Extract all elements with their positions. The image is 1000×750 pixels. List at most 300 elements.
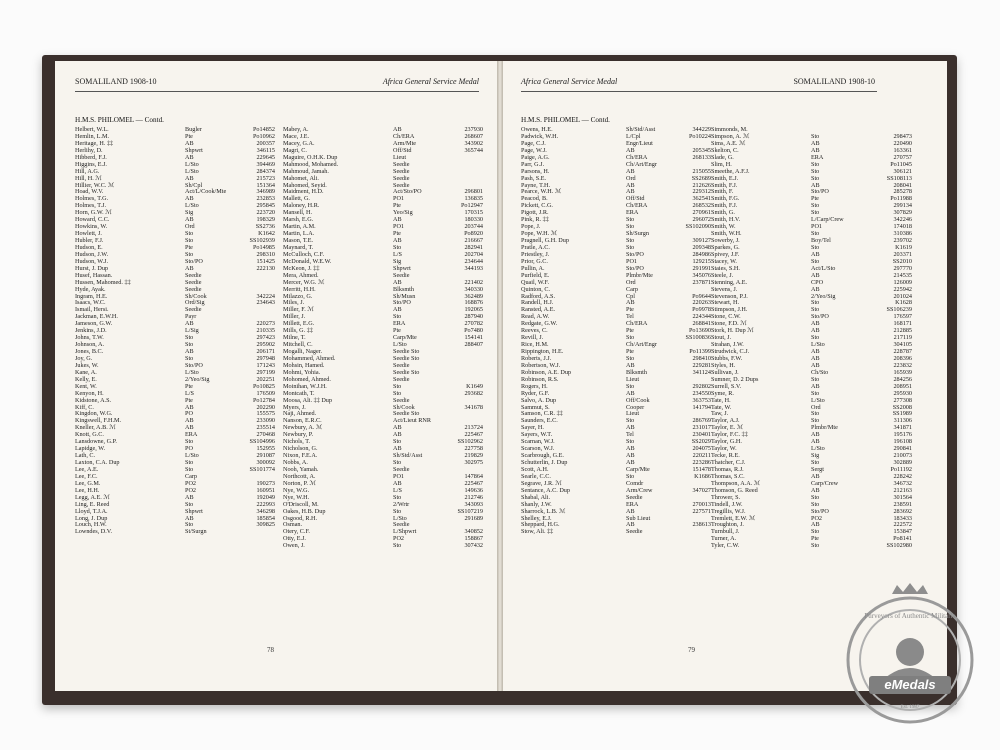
- entry-rank: L/Sto: [185, 160, 199, 168]
- entry-number: 223720: [256, 209, 275, 217]
- entry-name: Kneller, A.B. ℳ: [75, 424, 116, 432]
- entry-rank: AB: [393, 237, 402, 244]
- entry-number: 170315: [464, 209, 483, 217]
- entry-name: Page, C.J.: [521, 139, 546, 147]
- est-text: Est. 1987: [900, 705, 920, 710]
- entry-number: SS106239: [886, 306, 912, 314]
- entry-name: Syme, R.: [711, 389, 734, 397]
- roll-entry: [521, 189, 711, 196]
- entry-rank: Seedie: [626, 528, 643, 536]
- entry-name: Tate, W.: [711, 403, 732, 411]
- entry-name: Smith, F.J.: [711, 202, 738, 210]
- entry-number: Po8141: [893, 535, 912, 543]
- entry-rank: Act/Lieut RNR: [393, 417, 431, 425]
- roll-entry: [521, 259, 711, 266]
- entry-rank: Sto: [185, 438, 194, 446]
- entry-name: Northcott, A.: [283, 472, 316, 480]
- entry-name: Stork, H. Dup ℳ: [711, 327, 754, 335]
- entry-name: Ransted, A.E.: [521, 306, 556, 314]
- roll-entry: [283, 529, 483, 536]
- entry-rank: Ord: [626, 278, 636, 286]
- entry-rank: AB: [185, 514, 194, 522]
- entry-number: Po8920: [464, 230, 483, 238]
- roll-entry: [283, 231, 483, 238]
- entry-rank: AB: [626, 181, 635, 189]
- entry-rank: PO2: [185, 486, 197, 494]
- roll-entry: [283, 432, 483, 439]
- entry-number: 268841: [692, 320, 711, 328]
- entry-number: 165939: [893, 368, 912, 376]
- left-header-subtitle: Africa General Service Medal: [382, 77, 479, 86]
- entry-name: Nye, W.H.: [283, 493, 310, 501]
- entry-rank: AB: [626, 452, 635, 460]
- entry-name: Higgins, E.J.: [75, 160, 107, 168]
- entry-name: Horn, G.W. ℳ: [75, 209, 112, 217]
- entry-rank: Sto: [393, 243, 402, 251]
- roll-entry: [283, 321, 483, 328]
- roll-entry: [75, 328, 275, 335]
- brand-text: eMedals: [884, 677, 936, 692]
- entry-name: Maloney, H.R.: [283, 202, 320, 210]
- entry-name: Roberts, J.J.: [521, 354, 552, 362]
- entry-rank: PO2: [393, 535, 405, 543]
- entry-number: 295845: [256, 202, 275, 210]
- entry-rank: Sig: [393, 257, 402, 265]
- entry-rank: AB: [185, 153, 194, 161]
- entry-number: 158867: [464, 535, 483, 543]
- entry-rank: ERA: [626, 500, 639, 508]
- entry-rank: Pte: [811, 195, 819, 203]
- entry-name: Spivey, J.F.: [711, 250, 740, 258]
- entry-name: Tecke, R.E.: [711, 452, 740, 460]
- entry-rank: Sto: [185, 230, 194, 238]
- entry-name: Joy, G.: [75, 354, 93, 362]
- entry-rank: L/Sto: [185, 452, 199, 460]
- roll-entry: [283, 481, 483, 488]
- entry-number: 229645: [256, 153, 275, 161]
- entry-rank: Sto: [811, 528, 820, 536]
- entry-name: Searle, C.C.: [521, 472, 551, 480]
- entry-rank: L/Shpwrt: [393, 528, 417, 536]
- entry-number: 227571: [692, 507, 711, 515]
- entry-rank: Seedie: [185, 285, 202, 293]
- entry-name: Montcath, T.: [283, 389, 315, 397]
- entry-name: Mogalli, Nager.: [283, 348, 323, 355]
- entry-number: 343093: [464, 500, 483, 508]
- entry-name: Taylor, G.H.: [711, 438, 742, 446]
- entry-rank: Pte: [185, 396, 193, 404]
- right-column-1: [521, 127, 711, 536]
- entry-rank: AB: [811, 438, 820, 446]
- entry-number: 277308: [893, 396, 912, 404]
- roll-entry: [521, 266, 711, 273]
- entry-rank: Sh/Std/Asst: [393, 452, 423, 460]
- entry-number: 209348: [692, 243, 711, 251]
- roll-entry: [283, 522, 483, 529]
- entry-number: 220490: [893, 139, 912, 147]
- roll-entry: [75, 183, 275, 190]
- entry-number: 222572: [893, 521, 912, 529]
- entry-number: SS2689: [691, 174, 711, 182]
- entry-rank: Sto: [393, 438, 402, 446]
- entry-name: Holmes, T.G.: [75, 195, 109, 203]
- entry-name: McCulloch, C.F.: [283, 250, 325, 258]
- entry-name: Mitchell, C.: [283, 341, 313, 349]
- entry-name: Owen, J.: [283, 542, 305, 550]
- entry-name: Slim, H.: [711, 160, 732, 168]
- entry-number: 302889: [893, 459, 912, 466]
- entry-number: 297423: [256, 334, 275, 342]
- entry-number: 212626: [692, 181, 711, 189]
- entry-number: 160951: [256, 486, 275, 494]
- entry-rank: Sto: [393, 313, 402, 321]
- roll-entry: [75, 169, 275, 176]
- entry-rank: 2/Yeo/Sig: [811, 292, 836, 300]
- entry-name: Thomas, R.J.: [711, 465, 744, 473]
- entry-name: Stout, J.: [711, 334, 732, 342]
- entry-name: Stevens, J.: [711, 285, 738, 293]
- entry-rank: Seedie: [393, 361, 410, 369]
- entry-rank: L/Cpl: [626, 132, 641, 140]
- roll-entry: [283, 189, 483, 196]
- entry-name: Nye, W.G.: [283, 486, 310, 494]
- entry-number: 347027: [692, 486, 711, 494]
- entry-rank: AB: [811, 285, 820, 293]
- entry-number: 291991: [692, 264, 711, 272]
- entry-rank: AB: [393, 216, 402, 224]
- entry-rank: Boy/Tel: [811, 237, 831, 244]
- entry-rank: Yeo/Sig: [393, 209, 413, 217]
- entry-number: 222993: [256, 500, 275, 508]
- entry-rank: Engr/Lieut: [626, 139, 653, 147]
- entry-name: Mohammed, Ahmed.: [283, 354, 336, 362]
- entry-rank: Sto: [185, 500, 194, 508]
- entry-name: Milazzo, G.: [283, 292, 313, 300]
- entry-number: SS100836: [685, 334, 711, 342]
- entry-rank: Payr: [185, 313, 197, 321]
- entry-rank: AB: [185, 320, 194, 328]
- entry-rank: Sh/Cook: [185, 292, 207, 300]
- entry-name: Marsh, E.G.: [283, 216, 314, 224]
- entry-rank: AB: [185, 417, 194, 425]
- entry-rank: L/S: [393, 250, 402, 258]
- entry-name: Shelley, E.J.: [521, 514, 552, 522]
- entry-rank: Carp: [185, 472, 198, 480]
- entry-number: Po10962: [252, 132, 275, 140]
- entry-number: Po11988: [890, 195, 912, 203]
- entry-name: Osgood, R.H.: [283, 514, 318, 522]
- roll-entry: [75, 363, 275, 370]
- entry-number: 298410: [692, 354, 711, 362]
- entry-number: 292802: [692, 382, 711, 390]
- entry-number: SS104996: [249, 438, 275, 446]
- entry-rank: Pte: [811, 535, 819, 543]
- entry-name: Simmonds, M.: [711, 126, 748, 133]
- entry-name: Mohsin, Hamed.: [283, 361, 325, 369]
- entry-number: 270013: [692, 500, 711, 508]
- entry-rank: Ord: [185, 223, 195, 231]
- entry-name: Padwick, W.H.: [521, 132, 559, 140]
- entry-number: 344193: [464, 264, 483, 272]
- entry-rank: Arm/Crew: [626, 486, 653, 494]
- entry-number: 270757: [893, 153, 912, 161]
- left-page-number: 78: [267, 646, 274, 654]
- roll-entry: [75, 370, 275, 377]
- entry-name: Smith, F.: [711, 188, 734, 196]
- entry-rank: Ch/Art/Engr: [626, 160, 657, 168]
- entry-number: 227758: [464, 445, 483, 453]
- entry-name: Taylor, W.: [711, 445, 737, 453]
- entry-rank: PO1: [626, 257, 638, 265]
- entry-name: Ling, E. Reed: [75, 500, 110, 508]
- entry-name: Ismail, Hersi.: [75, 306, 109, 314]
- entry-rank: PO1: [393, 223, 405, 231]
- entry-rank: 2/Yeo/Sig: [185, 375, 210, 383]
- entry-name: Staies, S.H.: [711, 264, 740, 272]
- roll-entry: [75, 481, 275, 488]
- entry-number: 363753: [692, 396, 711, 404]
- entry-name: Mason, T.E.: [283, 237, 314, 244]
- entry-rank: AB: [393, 278, 402, 286]
- roll-entry: [283, 294, 483, 301]
- entry-name: McKeon, J. ‡‡: [283, 264, 320, 272]
- entry-name: Legg, A.E. ℳ: [75, 493, 110, 501]
- entry-rank: AB: [185, 195, 194, 203]
- entry-number: 238591: [893, 500, 912, 508]
- entry-rank: AB: [626, 361, 635, 369]
- entry-name: Newbury, A. ℳ: [283, 424, 323, 432]
- entry-rank: Sto: [811, 334, 820, 342]
- roll-entry: [521, 210, 711, 217]
- entry-name: Hurst, J. Dup: [75, 264, 109, 272]
- entry-rank: L/Sto: [393, 341, 407, 349]
- entry-name: Smith, F.G.: [711, 195, 740, 203]
- entry-name: Sentance, A.C. Dup: [521, 486, 570, 494]
- entry-name: Mahmoud, Jamah.: [283, 167, 329, 175]
- entry-name: Radford, A.S.: [521, 292, 556, 300]
- left-column-1: [75, 127, 275, 536]
- entry-number: 341678: [464, 403, 483, 411]
- entry-rank: AB: [626, 445, 635, 453]
- entry-rank: L/Sto: [393, 514, 407, 522]
- entry-rank: Ch/ERA: [626, 320, 648, 328]
- entry-number: Po11399: [689, 348, 711, 355]
- entry-name: Samson, C.R. ‡‡: [521, 410, 563, 418]
- entry-rank: L/S: [393, 486, 402, 494]
- entry-rank: Ord: [626, 174, 636, 182]
- left-column-2: [283, 127, 483, 550]
- entry-name: Lath, C.: [75, 452, 96, 460]
- entry-name: Kingswell, F.H.M.: [75, 417, 122, 425]
- entry-name: Read, A.W.: [521, 313, 550, 321]
- entry-name: Millett, E.G.: [283, 320, 315, 328]
- entry-rank: Sig: [185, 209, 194, 217]
- entry-name: Thrower, S.: [711, 493, 741, 501]
- entry-rank: Bugler: [185, 126, 202, 133]
- entry-rank: Sto: [626, 216, 635, 224]
- entry-number: 151425: [256, 257, 275, 265]
- entry-name: Sowerby, J.: [711, 237, 740, 244]
- left-page: [55, 61, 497, 691]
- roll-entry: [521, 162, 711, 169]
- entry-number: 302975: [464, 459, 483, 466]
- entry-rank: Sto: [626, 223, 635, 231]
- entry-number: 152955: [256, 445, 275, 453]
- entry-rank: Sto: [811, 417, 820, 425]
- entry-number: 239702: [893, 237, 912, 244]
- entry-name: Lee, F.C.: [75, 472, 98, 480]
- entry-name: Smith, E.J.: [711, 174, 739, 182]
- entry-rank: Sto/PO: [185, 361, 203, 369]
- entry-number: 168876: [464, 299, 483, 307]
- entry-name: Thatcher, C.J.: [711, 459, 746, 466]
- entry-rank: AB: [811, 431, 820, 439]
- entry-name: Robertson, W.J.: [521, 361, 561, 369]
- entry-name: Robinson, A.E. Dup: [521, 368, 572, 376]
- entry-name: Scarson, W.J.: [521, 445, 555, 453]
- entry-number: 201024: [893, 292, 912, 300]
- entry-name: Kenyon, H.: [75, 389, 104, 397]
- entry-name: Slade, G.: [711, 153, 734, 161]
- roll-entry: [283, 287, 483, 294]
- entry-name: Sammut, S.: [521, 403, 550, 411]
- roll-entry: [283, 127, 483, 134]
- entry-rank: Sto: [626, 334, 635, 342]
- entry-number: 204075: [692, 445, 711, 453]
- entry-number: 213724: [464, 424, 483, 432]
- entry-number: 155575: [256, 410, 275, 418]
- entry-name: Sheppard, H.G.: [521, 521, 560, 529]
- entry-rank: Comdr: [626, 479, 644, 487]
- entry-rank: AB: [185, 139, 194, 147]
- entry-rank: L/Carp/Crew: [811, 216, 844, 224]
- entry-name: Thomson, G. Reed: [711, 486, 758, 494]
- entry-name: Hill, A.G.: [75, 167, 100, 175]
- entry-name: Jenkins, J.D.: [75, 327, 107, 335]
- entry-rank: Sto: [811, 230, 820, 238]
- roll-entry: [75, 231, 275, 238]
- entry-rank: AB: [185, 424, 194, 432]
- entry-name: Segrave, J.R. ℳ: [521, 479, 562, 487]
- entry-rank: CPO: [811, 278, 824, 286]
- entry-name: Knott, G.C.: [75, 431, 104, 439]
- entry-name: Mohomed, Ahmed.: [283, 375, 331, 383]
- entry-number: 224344: [692, 313, 711, 321]
- entry-name: Maynard, T.: [283, 243, 314, 251]
- entry-name: Nichols, T.: [283, 438, 311, 446]
- entry-number: K1628: [895, 299, 912, 307]
- entry-rank: Seedie: [185, 278, 202, 286]
- entry-name: Hudson, J.W.: [75, 250, 109, 258]
- entry-rank: PO1: [393, 472, 405, 480]
- entry-name: Purfield, E.: [521, 271, 550, 279]
- entry-name: Newbury, P.: [283, 431, 314, 439]
- entry-rank: 2/Wrtr: [393, 500, 410, 508]
- entry-rank: Sto: [811, 375, 820, 383]
- entry-number: 176509: [256, 389, 275, 397]
- entry-number: SS102939: [249, 237, 275, 244]
- entry-name: Mallett, G.: [283, 195, 310, 203]
- entry-rank: ERA: [185, 431, 198, 439]
- roll-entry: [521, 384, 711, 391]
- entry-rank: Sto: [811, 389, 820, 397]
- entry-rank: Ch/Sto: [811, 368, 829, 376]
- right-column-2: [711, 127, 916, 550]
- entry-rank: AB: [811, 354, 820, 362]
- entry-rank: L/Sig: [185, 327, 199, 335]
- entry-number: 365744: [464, 146, 483, 154]
- roll-entry: [711, 543, 916, 550]
- entry-rank: Sto: [185, 334, 194, 342]
- entry-number: 310386: [893, 230, 912, 238]
- entry-name: Schutterlin, J. Dup: [521, 459, 568, 466]
- bust-icon: [896, 638, 924, 666]
- entry-number: 296801: [464, 188, 483, 196]
- entry-name: Hoad, W.V.: [75, 188, 104, 196]
- roll-entry: [283, 238, 483, 245]
- entry-number: 341124: [692, 368, 711, 376]
- entry-rank: AB: [626, 459, 635, 466]
- roll-entry: [521, 155, 711, 162]
- entry-name: Lee, A.E.: [75, 465, 99, 473]
- entry-name: Osman.: [283, 521, 303, 529]
- entry-name: Miller, J.: [283, 313, 306, 321]
- entry-number: 228787: [893, 348, 912, 355]
- entry-name: Pigott, J.R.: [521, 209, 549, 217]
- entry-rank: Sto: [811, 243, 820, 251]
- entry-rank: Sto: [185, 459, 194, 466]
- arc-text: Purveyors of Authentic Militaria: [864, 612, 956, 620]
- entry-number: 185854: [256, 514, 275, 522]
- entry-name: Steele, J.: [711, 271, 734, 279]
- entry-number: SS2736: [255, 223, 275, 231]
- entry-name: Page, W.J.: [521, 146, 547, 154]
- entry-name: Lapidge, W.: [75, 445, 106, 453]
- entry-rank: PO: [185, 445, 193, 453]
- entry-rank: Sto: [393, 459, 402, 466]
- roll-entry: [521, 335, 711, 342]
- entry-name: Pearce, W.H. ℳ: [521, 188, 562, 196]
- entry-rank: AB: [811, 320, 820, 328]
- entry-rank: Sto: [811, 202, 820, 210]
- entry-name: Lee, H.H.: [75, 486, 100, 494]
- entry-name: Peacod, B.: [521, 195, 548, 203]
- entry-rank: Sto: [185, 465, 194, 473]
- entry-rank: Seedie Sto: [393, 354, 420, 362]
- entry-number: SS1989: [892, 410, 912, 418]
- entry-number: 126009: [893, 278, 912, 286]
- left-header-title: SOMALILAND 1908-10: [75, 77, 157, 86]
- entry-number: 229312: [692, 188, 711, 196]
- entry-rank: Sto: [811, 132, 820, 140]
- entry-rank: Sto/PO: [185, 257, 203, 265]
- entry-name: Macey, G.A.: [283, 139, 315, 147]
- entry-name: Oakes, H.B. Dup: [283, 507, 326, 515]
- entry-name: Randell, H.J.: [521, 299, 554, 307]
- entry-number: 309825: [256, 521, 275, 529]
- entry-name: Stewart, H.: [711, 299, 740, 307]
- entry-name: Hudson, W.J.: [75, 257, 109, 265]
- entry-rank: Sto: [626, 438, 635, 446]
- entry-name: Rippington, H.E.: [521, 348, 564, 355]
- entry-rank: Ord/Sig: [185, 299, 205, 307]
- entry-rank: AB: [811, 327, 820, 335]
- roll-entry: [283, 516, 483, 523]
- entry-number: Po9644: [692, 292, 711, 300]
- entry-rank: Sto: [185, 237, 194, 244]
- entry-name: Shabal, Ali.: [521, 493, 551, 501]
- entry-number: 238613: [692, 521, 711, 529]
